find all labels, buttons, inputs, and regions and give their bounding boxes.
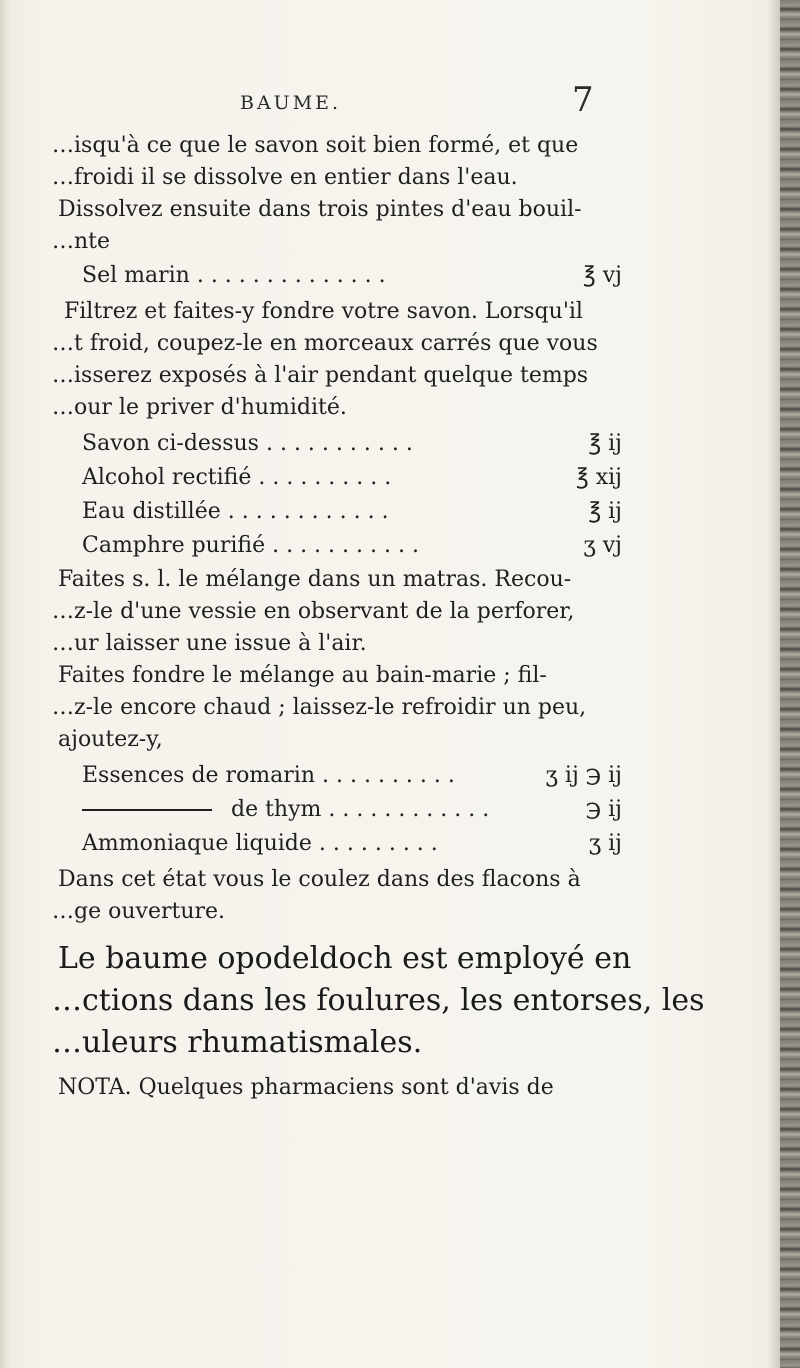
ingredient-name: Sel marin — [82, 263, 190, 288]
ingredient-quantity: ℈ ij — [585, 797, 622, 822]
ingredient-quantity: ℥ xij — [576, 465, 622, 490]
recipe-line — [82, 762, 622, 790]
dot-leader: . . . . . . . . . . . — [272, 533, 419, 558]
text-line: Dans cet état vous le coulez dans des flacons à — [58, 867, 581, 892]
recipe-line — [82, 830, 622, 858]
ingredient-quantity: ʒ ij — [588, 831, 622, 856]
ingredient-name: Eau distillée — [82, 499, 221, 524]
text-line: …isserez exposés à l'air pendant quelque temps — [52, 363, 589, 388]
text-line-large: …ctions dans les foulures, les entorses, les — [52, 983, 705, 1018]
dot-leader: . . . . . . . . . . . — [265, 431, 413, 456]
text-line: …z-le d'une vessie en observant de la perforer, — [52, 599, 575, 624]
ingredient-name: Camphre purifié — [82, 533, 266, 558]
text-line: …ur laisser une issue à l'air. — [52, 631, 367, 656]
recipe-line — [82, 430, 622, 458]
recipe-line — [82, 796, 622, 824]
ingredient-name: Savon ci-dessus — [82, 431, 259, 456]
running-head: BAUME. — [240, 92, 342, 114]
recipe-line — [82, 262, 622, 290]
text-line: …isqu'à ce que le savon soit bien formé, et que — [52, 133, 579, 158]
ingredient-name: Ammoniaque liquide — [82, 831, 312, 856]
ingredient-name: de thym — [231, 797, 322, 822]
text-line: …z-le encore chaud ; laissez-le refroidir un peu, — [52, 695, 587, 720]
dot-leader: . . . . . . . . . — [318, 831, 438, 856]
ditto-rule — [82, 809, 212, 811]
ingredient-quantity: ℥ ij — [588, 499, 622, 524]
page-edge-shadow — [766, 0, 780, 1368]
page-number: 7 — [572, 80, 594, 120]
text-line: Filtrez et faites-y fondre votre savon. Lorsqu'il — [64, 299, 583, 324]
ingredient-name: Essences de romarin — [82, 763, 316, 788]
text-line: …t froid, coupez-le en morceaux carrés que vous — [52, 331, 598, 356]
recipe-line — [82, 464, 622, 492]
ingredient-quantity: ℥ vj — [583, 263, 622, 288]
dot-leader: . . . . . . . . . . — [258, 465, 392, 490]
adjacent-page-edge — [780, 0, 800, 1368]
recipe-line — [82, 498, 622, 526]
recipe-line — [82, 532, 622, 560]
dot-leader: . . . . . . . . . . . . — [227, 499, 389, 524]
page-header — [0, 80, 800, 120]
text-line: Faites fondre le mélange au bain-marie ; fil- — [58, 663, 547, 688]
nota-line: NOTA. Quelques pharmaciens sont d'avis de — [58, 1075, 554, 1100]
text-line: …nte — [52, 229, 111, 254]
dot-leader: . . . . . . . . . . — [322, 763, 455, 788]
text-line-large: …uleurs rhumatismales. — [52, 1025, 423, 1060]
text-line-large: Le baume opodeldoch est employé en — [58, 941, 632, 976]
ingredient-quantity: ʒ ij ℈ ij — [545, 763, 622, 788]
page-gutter — [0, 0, 10, 1368]
text-line: …froidi il se dissolve en entier dans l'eau. — [52, 165, 518, 190]
text-line: Dissolvez ensuite dans trois pintes d'eau bouil- — [58, 197, 582, 222]
text-line: Faites s. l. le mélange dans un matras. Recou- — [58, 567, 572, 592]
dot-leader: . . . . . . . . . . . . — [328, 797, 490, 822]
text-line: …our le priver d'humidité. — [52, 395, 347, 420]
ingredient-quantity: ʒ vj — [583, 533, 622, 558]
dot-leader: . . . . . . . . . . . . . . — [196, 263, 386, 288]
ingredient-quantity: ℥ ij — [588, 431, 622, 456]
ingredient-name: Alcohol rectifié — [82, 465, 252, 490]
text-line: ajoutez-y, — [58, 727, 163, 752]
text-line: …ge ouverture. — [52, 899, 226, 924]
